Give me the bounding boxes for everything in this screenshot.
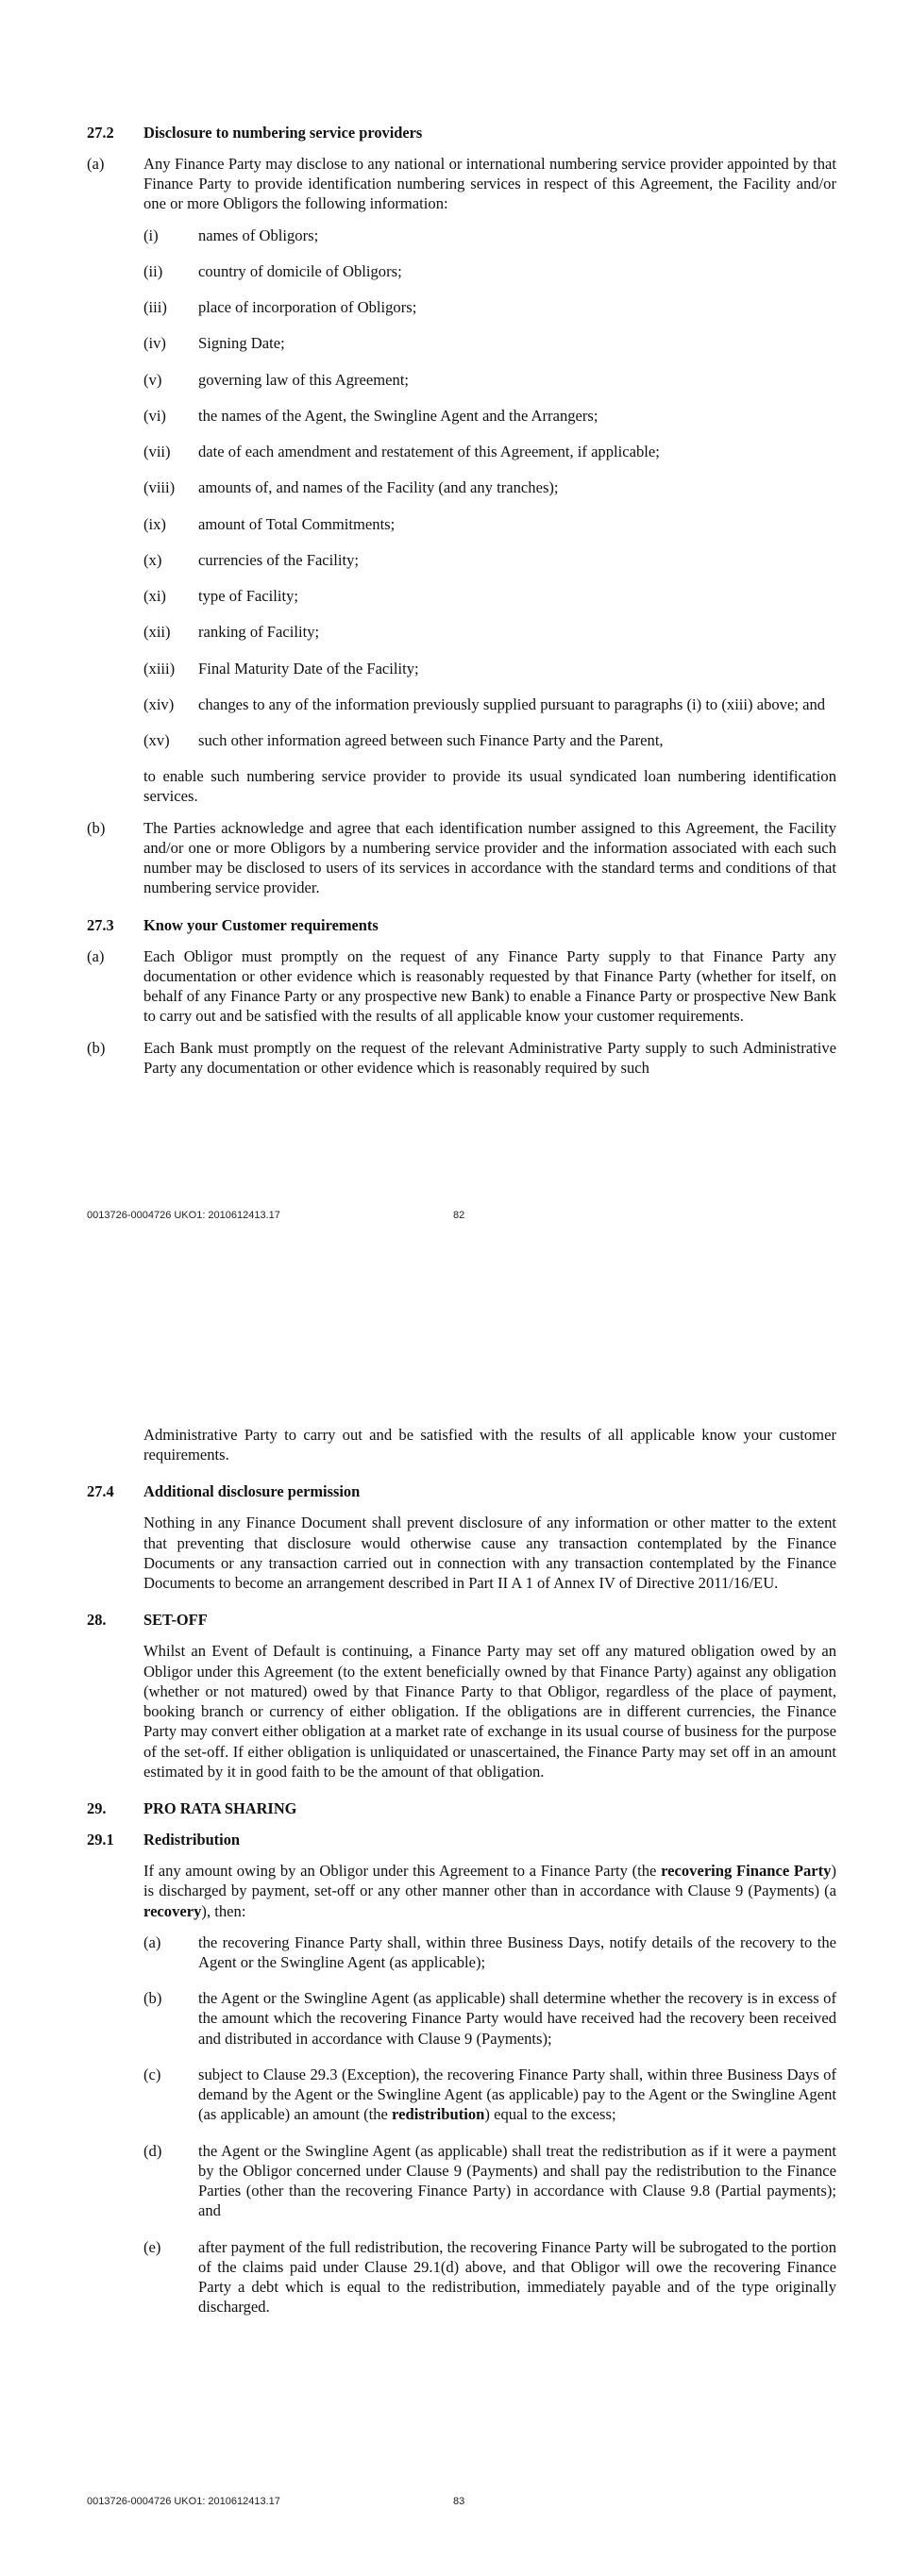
list-item-xi — [143, 586, 836, 606]
page-footer — [87, 2496, 559, 2507]
section-number: 27.4 — [87, 1482, 114, 1501]
document-reference: 0013726-0004726 UKO1: 2010612413.17 — [87, 2496, 280, 2507]
clause-marker: (a) — [87, 946, 105, 965]
item-text: place of incorporation of Obligors; — [198, 298, 417, 317]
item-marker: (vi) — [143, 406, 166, 425]
section-heading-27-3 — [87, 915, 836, 935]
defined-term: recovering Finance Party — [661, 1862, 832, 1881]
list-item-vii — [143, 442, 836, 461]
clause-27-3-b-continuation: Administrative Party to carry out and be satisfied with the results of all applicable know your customer requirements. — [143, 1426, 836, 1464]
list-item-ix — [143, 514, 836, 534]
list-item-x — [143, 550, 836, 570]
section-title: Disclosure to numbering service providers — [143, 124, 423, 142]
list-item-iv — [143, 333, 836, 353]
defined-term: redistribution — [392, 2105, 485, 2124]
clause-text: Each Obligor must promptly on the request of any Finance Party supply to that Finance Party any documentation or other evidence which is reasonably requested by that Finance Party (whether for itself, on behalf of any Finance Party or any prospective new Bank) to enable a Finance Party or prospective New Bank to carry out and be satisfied with the results of all applicable know your customer requirements. — [143, 946, 836, 1026]
item-text: the Agent or the Swingline Agent (as applicable) shall determine whether the recovery is in excess of the amount which the recovering Finance Party would have received had the recovery been received and distributed in accordance with Clause 9 (Payments); — [198, 1989, 836, 2048]
item-marker: (c) — [143, 2065, 161, 2083]
list-item-v — [143, 370, 836, 390]
item-text: the recovering Finance Party shall, within three Business Days, notify details of the recovery to the Agent or the Swingline Agent (as applicable); — [198, 1932, 836, 1971]
page-body — [87, 1425, 836, 2333]
item-text: after payment of the full redistribution, the recovering Finance Party will be subrogated to the portion of the claims paid under Clause 29.1(d) above, and that Obligor will owe the recovering Finance Party a debt which is equal to the redistribution, immediately payable and of the type originally discharged. — [198, 2237, 836, 2317]
document-reference: 0013726-0004726 UKO1: 2010612413.17 — [87, 1210, 280, 1221]
clause-27-4-text: Nothing in any Finance Document shall prevent disclosure of any information or other matter to the extent that preventing that disclosure would otherwise cause any transaction contemplated by the Finance Documents or any transaction carried out in connection with any transaction contemplated by the Finance Documents to become an arrangement described in Part II A 1 of Annex IV of Directive 2011/16/EU. — [143, 1514, 836, 1593]
defined-term: recovery — [143, 1901, 202, 1920]
item-marker: (x) — [143, 550, 162, 569]
list-item-ii — [143, 261, 836, 281]
item-text: type of Facility; — [198, 587, 298, 606]
section-number: 29.1 — [87, 1831, 114, 1849]
section-title: Know your Customer requirements — [143, 915, 379, 934]
item-text: subject to Clause 29.3 (Exception), the recovering Finance Party shall, within three Business Days of demand by the Agent or the Swingline Agent (as applicable) pay to the Agent or the Swingline Agent (as applicable) an amount (the redistribution) equal to the excess; — [198, 2065, 836, 2124]
clause-marker: (a) — [87, 155, 105, 173]
list-item-d — [143, 2141, 836, 2221]
item-text: Signing Date; — [198, 334, 285, 353]
item-marker: (e) — [143, 2237, 161, 2256]
page-footer — [87, 1210, 559, 1221]
section-number: 27.3 — [87, 915, 114, 934]
page-number: 82 — [453, 1210, 465, 1221]
item-marker: (xii) — [143, 623, 171, 642]
section-heading-29-1 — [87, 1830, 836, 1849]
item-text: currencies of the Facility; — [198, 550, 360, 569]
section-heading-27-2 — [87, 123, 836, 142]
section-title: SET-OFF — [143, 1611, 208, 1630]
list-item-xiv — [143, 694, 836, 714]
clause-28-text: Whilst an Event of Default is continuing, a Finance Party may set off any matured obligation owed by an Obligor under this Agreement (to the extent beneficially owned by that Finance Party) against any obligation (whether or not matured) owed by that Finance Party to that Obligor, regardless of the place of payment, booking branch or currency of either obligation. If the obligations are in different currencies, the Finance Party may convert either obligation at a market rate of exchange in its usual course of business for the purpose of the set-off. If either obligation is unliquidated or unascertained, the Finance Party may set off in an amount estimated by it in good faith to be the amount of that obligation. — [143, 1642, 836, 1781]
item-marker: (xi) — [143, 587, 166, 606]
clause-marker: (b) — [87, 1038, 106, 1057]
section-title: Redistribution — [143, 1831, 241, 1849]
list-item-viii — [143, 477, 836, 497]
item-text: changes to any of the information previously supplied pursuant to paragraphs (i) to (xiii) above; and — [198, 694, 826, 713]
item-text: such other information agreed between such Finance Party and the Parent, — [198, 730, 664, 749]
item-marker: (xiv) — [143, 694, 175, 713]
item-marker: (viii) — [143, 478, 176, 497]
list-item-e — [143, 2237, 836, 2317]
item-text: governing law of this Agreement; — [198, 370, 410, 389]
list-item-i — [143, 226, 836, 245]
section-heading-28 — [87, 1610, 836, 1630]
clause-text: The Parties acknowledge and agree that each identification number assigned to this Agreement, the Facility and/or one or more Obligors by a numbering service provider and the information associated with each such number may be disclosed to users of its services in accordance with the standard terms and conditions of that numbering service provider. — [143, 818, 836, 897]
item-text: the Agent or the Swingline Agent (as applicable) shall treat the redistribution as if it were a payment by the Obligor concerned under Clause 9 (Payments) and shall pay the redistribution to the Finance Parties (other than the recovering Finance Party) in accordance with Clause 9.8 (Partial payments); and — [198, 2141, 836, 2220]
item-marker: (vii) — [143, 443, 171, 461]
list-item-xiii — [143, 659, 836, 678]
section-heading-27-4 — [87, 1481, 836, 1501]
clause-text: Each Bank must promptly on the request of the relevant Administrative Party supply to such Administrative Party any documentation or other evidence which is reasonably required by such — [143, 1038, 836, 1077]
list-item-vi — [143, 406, 836, 426]
item-text: amount of Total Commitments; — [198, 514, 396, 533]
item-marker: (b) — [143, 1989, 162, 2008]
item-marker: (xv) — [143, 730, 170, 749]
list-item-b — [143, 1988, 836, 2049]
item-marker: (i) — [143, 226, 159, 244]
list-item-iii — [143, 297, 836, 317]
item-marker: (v) — [143, 370, 162, 389]
item-text: names of Obligors; — [198, 226, 319, 244]
list-item-xv — [143, 730, 836, 750]
document-page-83 — [0, 1288, 910, 2576]
item-text: the names of the Agent, the Swingline Agent and the Arrangers; — [198, 406, 598, 425]
section-title: Additional disclosure permission — [143, 1482, 361, 1501]
clause-27-3-a — [87, 946, 836, 1027]
section-title: PRO RATA SHARING — [143, 1799, 297, 1818]
clause-27-2-b — [87, 818, 836, 898]
item-marker: (ix) — [143, 514, 166, 533]
item-text: country of domicile of Obligors; — [198, 261, 402, 280]
item-marker: (iii) — [143, 298, 167, 317]
item-marker: (a) — [143, 1932, 161, 1951]
list-item-a — [143, 1932, 836, 1972]
page-number: 83 — [453, 2496, 465, 2507]
clause-marker: (b) — [87, 818, 106, 837]
clause-text: Any Finance Party may disclose to any national or international numbering service provider appointed by that Finance Party to provide identification numbering services in respect of this Agreement, the Facility and/or one or more Obligors the following information: — [143, 155, 836, 213]
clause-27-3-b — [87, 1038, 836, 1078]
item-text: Final Maturity Date of the Facility; — [198, 659, 419, 677]
clause-27-2-a-closing: to enable such numbering service provider to provide its usual syndicated loan numbering identification services. — [143, 767, 836, 806]
section-number: 28. — [87, 1611, 107, 1630]
section-heading-29 — [87, 1798, 836, 1818]
section-number: 27.2 — [87, 124, 114, 142]
clause-29-1-intro: If any amount owing by an Obligor under this Agreement to a Finance Party (the recovering Finance Party) is discharged by payment, set-off or any other manner other than in accordance with Clause 9 (Payments) (a recovery), then: — [143, 1862, 836, 1920]
item-marker: (xiii) — [143, 659, 176, 677]
item-text: ranking of Facility; — [198, 623, 320, 642]
item-text: date of each amendment and restatement of this Agreement, if applicable; — [198, 443, 660, 461]
list-item-c — [143, 2065, 836, 2125]
clause-27-2-a — [87, 154, 836, 214]
section-number: 29. — [87, 1799, 107, 1818]
list-item-xii — [143, 622, 836, 642]
page-body — [87, 123, 836, 1089]
item-marker: (d) — [143, 2141, 162, 2160]
item-text: amounts of, and names of the Facility (and any tranches); — [198, 478, 559, 497]
item-marker: (iv) — [143, 334, 166, 353]
item-marker: (ii) — [143, 261, 163, 280]
